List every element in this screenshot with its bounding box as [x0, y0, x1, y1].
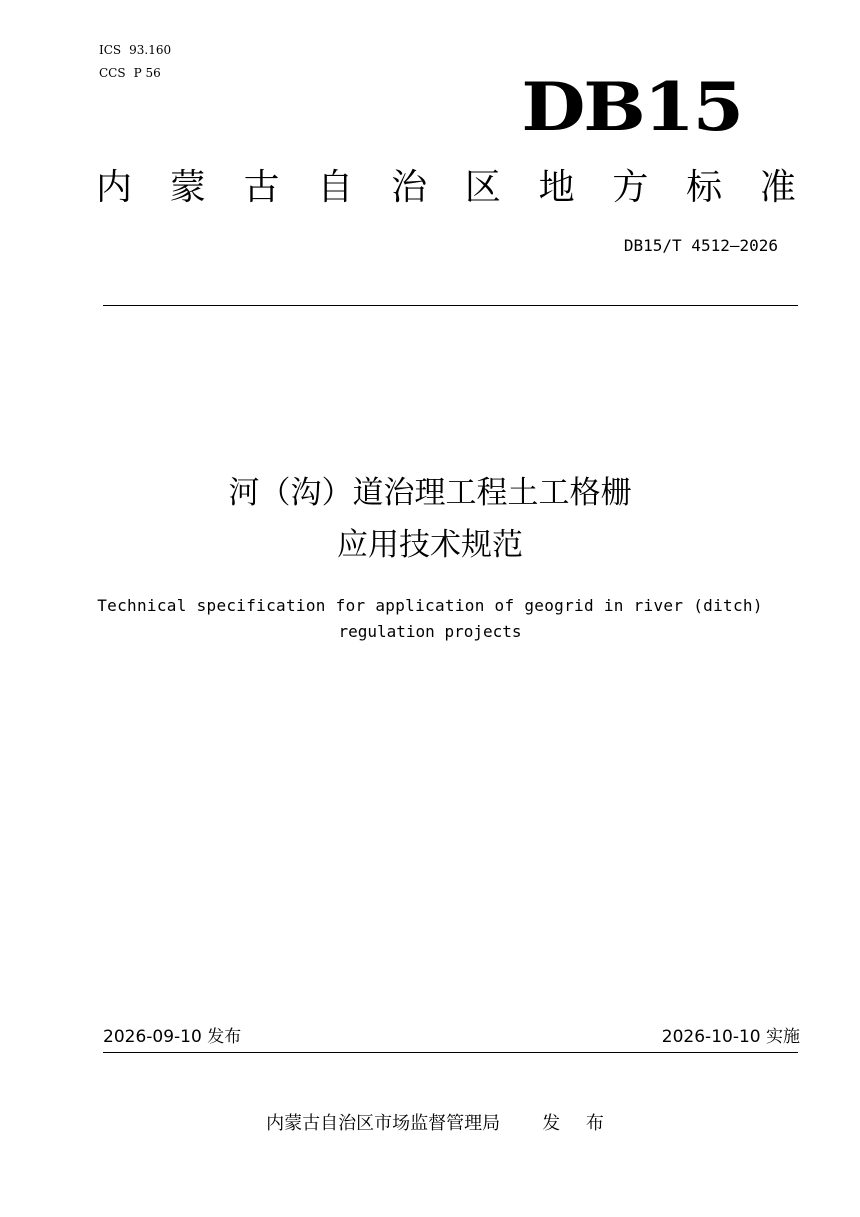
category-char: 古: [243, 167, 280, 208]
category-char: 治: [391, 167, 428, 208]
category-char: 区: [464, 167, 501, 208]
ccs-code: P 56: [133, 66, 161, 80]
standard-logo: DB15: [521, 68, 742, 146]
ccs-label: CCS: [99, 66, 126, 80]
category-char: 准: [759, 167, 796, 208]
category-char: 蒙: [169, 167, 206, 208]
chinese-title-line-2: 应用技术规范: [337, 527, 523, 563]
ics-label: ICS: [99, 43, 122, 57]
footer-divider: [103, 1052, 798, 1053]
category-char: 内: [96, 167, 133, 208]
chinese-title-line-1: 河（沟）道治理工程土工格栅: [228, 475, 632, 511]
header-divider: [103, 305, 798, 306]
standard-category-title: [96, 166, 796, 210]
english-title-line-1: Technical specification for application of geogrid in river (ditch): [97, 596, 763, 615]
issuer-name: 内蒙古自治区市场监督管理局: [266, 1113, 501, 1134]
category-char: 自: [317, 167, 354, 208]
category-char: 方: [612, 167, 649, 208]
issuer-action: 发 布: [542, 1113, 614, 1134]
ics-code: 93.160: [129, 43, 172, 57]
issue-date: 2026-09-10 发布: [103, 1027, 242, 1047]
ccs-classification: [99, 66, 161, 80]
category-char: 地: [538, 167, 575, 208]
english-title-line-2: regulation projects: [338, 622, 522, 641]
standard-number: DB15/T 4512—2026: [623, 236, 778, 255]
issuer-line: [0, 1112, 860, 1136]
category-char: 标: [686, 167, 723, 208]
ics-classification: [99, 43, 171, 57]
implementation-date: 2026-10-10 实施: [661, 1027, 800, 1047]
